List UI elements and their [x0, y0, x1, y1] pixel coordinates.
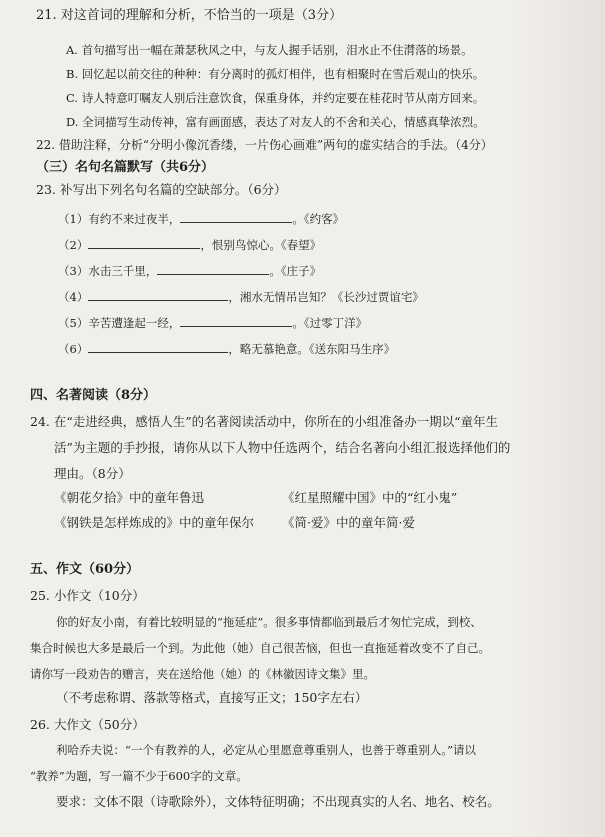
blank-answer-line[interactable] [88, 236, 200, 249]
q26-title: 26. 大作文（50分） [30, 717, 145, 732]
blank-answer-line[interactable] [180, 210, 292, 223]
q25-line-3: 请你写一段劝告的赠言，夹在送给他（她）的《林徽因诗文集》里。 [30, 667, 375, 681]
q26-line-1: 利哈乔夫说：“一个有教养的人，必定从心里愿意尊重别人，也善于尊重别人。”请以 [56, 743, 477, 757]
blank-answer-line[interactable] [180, 314, 292, 327]
q23-stem: 23. 补写出下列名句名篇的空缺部分。（6分） [36, 182, 287, 197]
q22-text: 22. 借助注释，分析“分明小像沉香缕，一片伤心画难”两句的虚实结合的手法。（4分） [36, 138, 493, 152]
q23-item-2: （2） ，恨别鸟惊心。《春望》 [58, 238, 322, 252]
q25-line-1: 你的好友小南，有着比较明显的“拖延症”。很多事情都临到最后才匆忙完成，到校、 [56, 615, 482, 629]
q24-line-3: 理由。（8分） [54, 466, 131, 481]
q25-note: （不考虑称谓、落款等格式，直接写正文；150字左右） [56, 690, 368, 705]
q23-item-1: （1）有约不来过夜半， 。《约客》 [58, 212, 345, 226]
q24-option-4: 《简·爱》中的童年简·爱 [282, 515, 415, 530]
q25-title: 25. 小作文（10分） [30, 588, 145, 603]
q21-option-c: C. 诗人特意叮嘱友人别后注意饮食，保重身体，并约定要在桂花时节从南方回来。 [66, 91, 485, 105]
q23-item-3: （3）水击三千里， 。《庄子》 [58, 264, 322, 278]
q23-item-5: （5）辛苦遭逢起一经， 。《过零丁洋》 [58, 316, 368, 330]
blank-answer-line[interactable] [157, 262, 269, 275]
q21-option-b: B. 回忆起以前交往的种种：有分离时的孤灯相伴，也有相聚时在雪后观山的快乐。 [66, 67, 485, 81]
q24-option-1: 《朝花夕拾》中的童年鲁迅 [54, 490, 205, 505]
blank-answer-line[interactable] [88, 340, 228, 353]
q26-requirements: 要求：文体不限（诗歌除外），文体特征明确；不出现真实的人名、地名、校名。 [56, 794, 500, 809]
q21-option-a: A. 首句描写出一幅在萧瑟秋风之中，与友人握手话别，泪水止不住潸落的场景。 [66, 43, 473, 57]
q21-stem: 21. 对这首词的理解和分析，不恰当的一项是（3分） [36, 8, 343, 23]
q24-line-1: 24. 在“走进经典，感悟人生”的名著阅读活动中，你所在的小组准备办一期以“童年生 [30, 414, 499, 429]
q23-item-4: （4） ，湘水无情吊岂知？《长沙过贾谊宅》 [58, 290, 424, 304]
q23-item-6: （6） ，略无慕艳意。《送东阳马生序》 [58, 342, 396, 356]
section-3-heading: （三）名句名篇默写（共6分） [36, 160, 215, 175]
blank-answer-line[interactable] [88, 288, 228, 301]
q25-line-2: 集合时候也大多是最后一个到。为此他（她）自己很苦恼，但也一直拖延着改变不了自己。 [30, 641, 490, 655]
q24-option-3: 《钢铁是怎样炼成的》中的童年保尔 [54, 515, 255, 530]
section-5-heading: 五、作文（60分） [30, 562, 140, 577]
q24-option-2: 《红星照耀中国》中的“红小鬼” [282, 490, 458, 505]
q21-option-d: D. 全词描写生动传神，富有画面感，表达了对友人的不舍和关心，情感真挚浓烈。 [66, 115, 485, 129]
q24-line-2: 活”为主题的手抄报，请你从以下人物中任选两个，结合名著向小组汇报选择他们的 [54, 440, 511, 455]
section-4-heading: 四、名著阅读（8分） [30, 388, 157, 403]
q26-line-2: “教养”为题，写一篇不少于600字的文章。 [30, 769, 248, 783]
page-shadow [515, 0, 605, 837]
